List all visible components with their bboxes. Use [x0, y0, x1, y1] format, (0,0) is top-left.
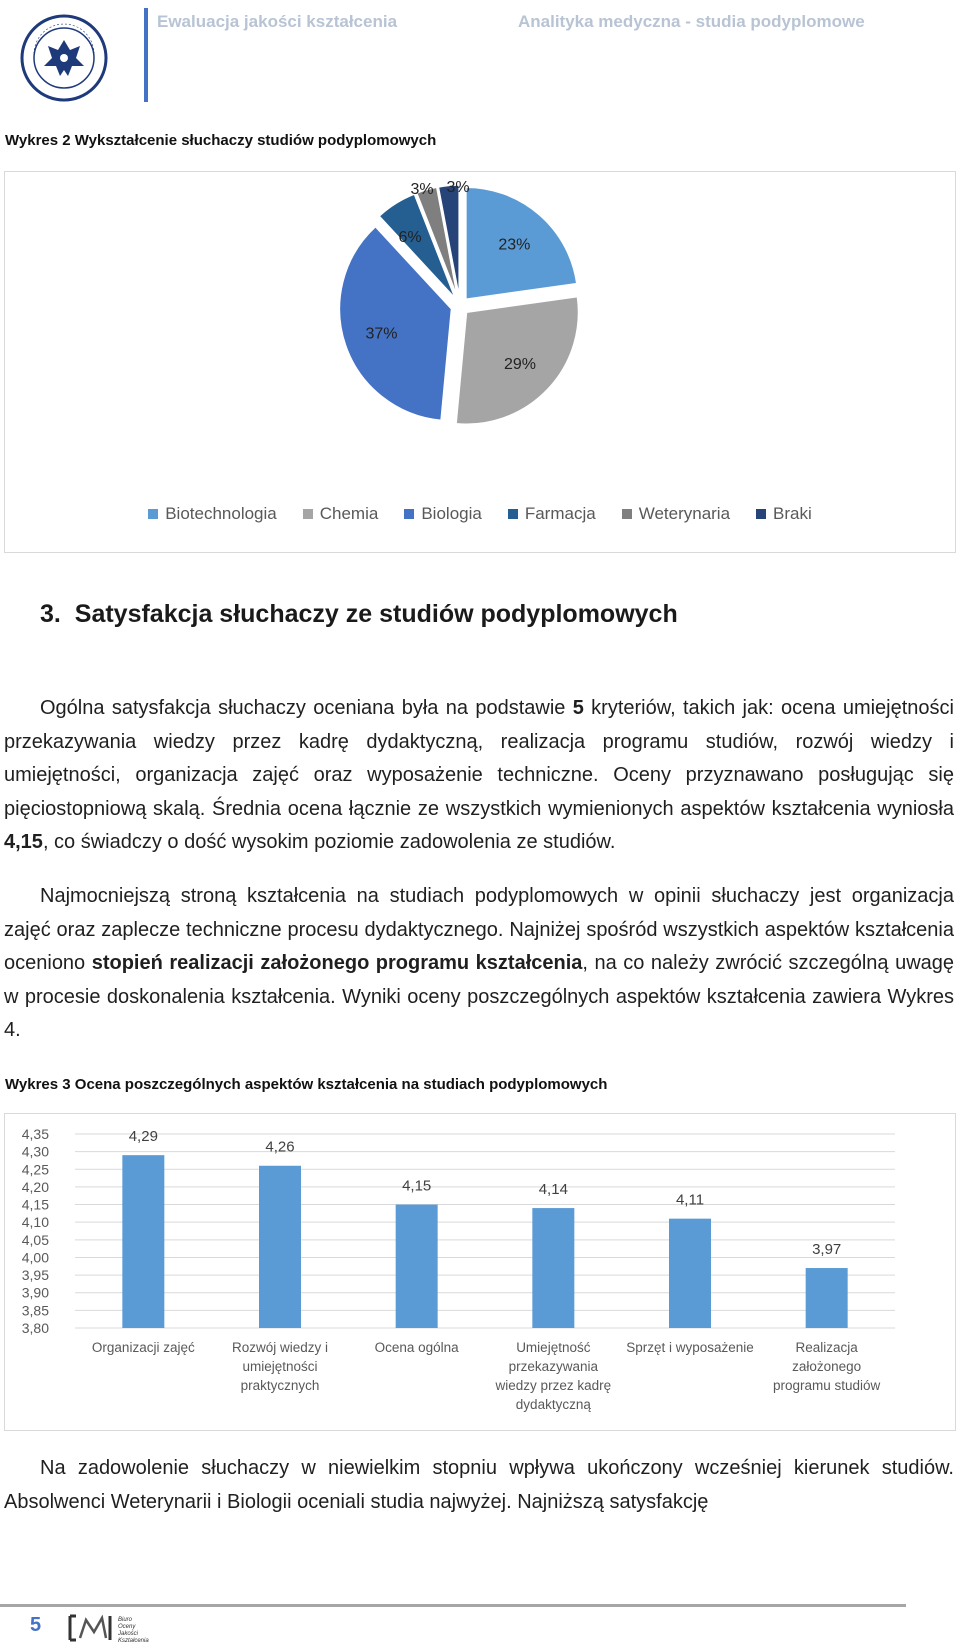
- svg-text:Jakości: Jakości: [118, 1631, 139, 1637]
- bar: [122, 1155, 164, 1328]
- x-category-label: Realizacja założonego programu studiów: [773, 1340, 881, 1393]
- legend-swatch: [622, 509, 632, 519]
- header-divider: [144, 8, 148, 102]
- legend-label: Biotechnologia: [165, 504, 277, 523]
- bar-value-label: 4,14: [538, 1181, 568, 1199]
- paragraph-text: kryteriów, takich jak: ocena umiejętności przekazywania wiedzy przez kadrę dydaktyczną, realizacja programu studiów, rozwój wiedzy i umiejętności, organizacja zajęć oraz wyposażenie techniczne. Oceny przyznawano posługując się pięciostopniową skalą. Średnia ocena łącznie ze wszystkich wymienionych aspektów kształcenia wyniosła: [4, 697, 954, 820]
- y-tick-label: 4,25: [21, 1161, 49, 1178]
- page-number: 5: [30, 1614, 42, 1636]
- emphasis-text: stopień realizacji założonego programu kształcenia: [91, 952, 583, 975]
- paragraph-strengths: [4, 880, 954, 1048]
- legend-label: Weterynaria: [638, 504, 731, 523]
- header-title-left: Ewaluacja jakości kształcenia: [157, 12, 398, 31]
- bar-chart-frame: [4, 1113, 956, 1431]
- criteria-count: 5: [572, 697, 584, 719]
- legend-item-chemia: [303, 504, 379, 524]
- figure-caption-education: Wykres 2 Wykształcenie słuchaczy studiów podyplomowych: [5, 132, 437, 149]
- bar-value-label: 4,15: [402, 1177, 432, 1195]
- y-tick-label: 3,80: [21, 1320, 49, 1336]
- pie-label-biologia: 37%: [365, 325, 398, 343]
- bar-value-label: 4,11: [675, 1191, 705, 1209]
- bar: [806, 1268, 848, 1328]
- figure-caption-ratings: Wykres 3 Ocena poszczególnych aspektów kształcenia na studiach podyplomowych: [5, 1076, 608, 1093]
- legend-swatch: [756, 509, 766, 519]
- y-tick-label: 3,95: [21, 1267, 49, 1284]
- paragraph-text: Ogólna satysfakcja słuchaczy oceniana była na podstawie: [40, 697, 573, 719]
- legend-swatch: [148, 509, 158, 519]
- y-tick-label: 4,20: [21, 1178, 49, 1195]
- legend-label: Chemia: [319, 504, 379, 523]
- paragraph-satisfaction-intro: [4, 692, 954, 860]
- header-title-right: Analityka medyczna - studia podyplomowe: [518, 12, 865, 31]
- legend-label: Biologia: [421, 504, 482, 523]
- y-tick-label: 4,05: [21, 1231, 49, 1248]
- legend-label: Braki: [773, 504, 812, 523]
- y-tick-label: 4,15: [21, 1196, 49, 1213]
- paragraph-text: Na zadowolenie słuchaczy w niewielkim stopniu wpływa ukończony wcześniej kierunek studiów. Absolwenci Weterynarii i Biologii oceniali studia najwyżej. Najniższą satysfakcję: [4, 1457, 954, 1513]
- bar: [259, 1166, 301, 1328]
- section-number: 3.: [40, 600, 61, 628]
- average-score: 4,15: [4, 831, 43, 854]
- svg-text:Oceny: Oceny: [118, 1624, 136, 1630]
- y-tick-label: 3,90: [21, 1284, 49, 1301]
- bar: [532, 1208, 574, 1328]
- y-tick-label: 4,10: [21, 1214, 49, 1231]
- legend-item-farmacja: [508, 504, 596, 524]
- y-tick-label: 4,00: [21, 1249, 49, 1266]
- education-pie-chart: [5, 172, 953, 492]
- university-seal-logo: [20, 14, 108, 102]
- paragraph-text: , co świadczy o dość wysokim poziomie zadowolenia ze studiów.: [42, 831, 616, 854]
- legend-swatch: [303, 509, 313, 519]
- x-category-label: Rozwój wiedzy i umiejętności praktycznych: [231, 1340, 329, 1393]
- svg-text:Biuro: Biuro: [118, 1617, 133, 1623]
- legend-item-biotechnologia: [148, 504, 277, 524]
- pie-label-chemia: 29%: [503, 356, 537, 374]
- pie-label-braki: 3%: [446, 179, 470, 196]
- legend-item-braki: [756, 504, 812, 524]
- legend-swatch: [404, 509, 414, 519]
- x-category-label: Ocena ogólna: [374, 1340, 459, 1355]
- x-category-label: Sprzęt i wyposażenie: [626, 1340, 754, 1355]
- bar-value-label: 3,97: [812, 1241, 842, 1259]
- paragraph-text: Najmocniejszą stroną kształcenia na studiach podyplomowych w opinii słuchaczy jest organizacja zajęć oraz zaplecze techniczne procesu dydaktycznego. Najniżej spośród wszystkich aspektów kształcenia oceniono: [4, 885, 954, 975]
- pie-label-biotechnologia: 23%: [498, 236, 531, 254]
- x-category-label: Organizacji zajęć: [91, 1340, 195, 1355]
- paragraph-previous-degree: [4, 1452, 954, 1519]
- x-category-label: Umiejętność przekazywania wiedzy przez kadrę dydaktyczną: [495, 1340, 612, 1412]
- y-tick-label: 4,35: [21, 1126, 49, 1142]
- quality-office-logo: [66, 1610, 176, 1644]
- legend-item-biologia: [404, 504, 482, 524]
- y-tick-label: 3,85: [21, 1302, 49, 1319]
- pie-label-weterynaria: 3%: [410, 181, 434, 198]
- footer-divider: [0, 1604, 906, 1607]
- pie-legend: [5, 504, 955, 524]
- bar: [396, 1205, 438, 1328]
- legend-swatch: [508, 509, 518, 519]
- section-heading: [40, 600, 678, 629]
- svg-text:Kształcenia: Kształcenia: [118, 1638, 149, 1644]
- section-title: Satysfakcja słuchaczy ze studiów podyplomowych: [74, 600, 678, 628]
- legend-item-weterynaria: [622, 504, 730, 524]
- legend-label: Farmacja: [524, 504, 596, 523]
- page-header: [0, 0, 960, 104]
- bar-value-label: 4,26: [265, 1138, 295, 1156]
- y-tick-label: 4,30: [21, 1143, 49, 1160]
- ratings-bar-chart: [5, 1114, 953, 1430]
- pie-chart-frame: [4, 171, 956, 553]
- paragraph-text: , na co należy zwrócić szczególną uwagę w procesie doskonalenia kształcenia. Wyniki oceny poszczególnych aspektów kształcenia zawiera Wykres 4.: [4, 952, 955, 1042]
- bar: [669, 1219, 711, 1328]
- bar-value-label: 4,29: [128, 1128, 158, 1146]
- pie-label-farmacja: 6%: [398, 229, 422, 246]
